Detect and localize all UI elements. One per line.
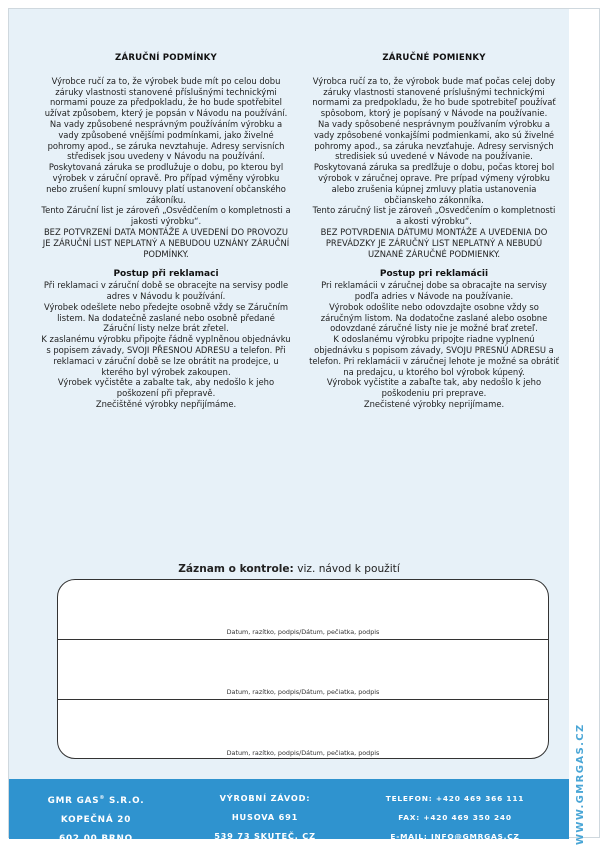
company-city: 602 00 BRNO — [59, 833, 133, 844]
email-address[interactable]: E-MAIL: INFO@GMRGAS.CZ — [390, 832, 520, 841]
czech-warranty-paragraph: Poskytovaná záruka se prodlužuje o dobu, po kterou byl výrobek v záruční opravě. Pro případ výměny výrobku nebo zrušení kupní smlouvy platí ustanovení občanského zákoníku. — [46, 162, 286, 205]
contact-info — [357, 789, 553, 846]
company-name-line: GMR GAS® S.R.O. — [47, 795, 145, 806]
company-footer — [9, 779, 569, 844]
czech-warranty-column — [41, 53, 291, 410]
czech-complaints-paragraph: Výrobek vyčistěte a zabalte tak, aby nedošlo k jeho poškození při přepravě. — [57, 377, 275, 399]
slovak-warranty-paragraph: Poskytovaná záruka sa predlžuje o dobu, počas ktorej bol výrobok v záručnej oprave. Pre prípad výmeny výrobku alebo zrušenia kúpnej zmluvy platia ustanovenia občianskeho zákonníka. — [313, 162, 555, 205]
website-url: WWW.GMRGAS.CZ — [575, 723, 586, 845]
czech-complaints-title: Postup při reklamaci — [113, 269, 219, 280]
slovak-complaints-paragraph: Pri reklamácii v záručnej dobe sa obracajte na servisy podľa adries v Návode na používanie. — [321, 280, 547, 301]
company-address — [33, 789, 159, 849]
warranty-content-panel — [9, 9, 569, 779]
czech-warranty-paragraph: Na vady způsobené nesprávným používáním výrobku a vady způsobené vnějšími podmínkami, jako živelné pohromy apod., se záruka nevztahuje. Adresy servisních středisek jsou uvedeny v Návodu na používání. — [47, 118, 285, 162]
inspection-record-row[interactable] — [58, 700, 548, 760]
website-url-strip — [567, 9, 599, 845]
slovak-complaints-title: Postup pri reklamácii — [379, 269, 489, 280]
company-street: KOPEČNÁ 20 — [60, 814, 132, 825]
czech-warranty-title: ZÁRUČNÍ PODMÍNKY — [115, 53, 217, 63]
plant-address — [181, 789, 349, 846]
czech-complaints-paragraph: Znečištěné výrobky nepřijímáme. — [95, 398, 237, 409]
czech-complaints-paragraph: Při reklamaci v záruční době se obracejte na servisy podle adres v Návodu k používání. — [43, 280, 289, 301]
inspection-record-row[interactable] — [58, 640, 548, 700]
slovak-complaints-paragraph: Výrobok odošlite nebo odovzdajte osobne vždy so záručným listom. Na dodatočne zaslané alebo osobne odovzdané záručné listy nie je možné brať zreteľ. — [320, 301, 548, 334]
slovak-warranty-column — [309, 53, 559, 410]
slovak-warranty-paragraph: BEZ POTVRDENIA DÁTUMU MONTÁŽE A UVEDENIA DO PREVÁDZKY JE ZÁRUČNÝ LIST NEPLATNÝ A NEBUDÚ UZNANÉ ZÁRUČNÉ PODMIENKY. — [320, 226, 548, 259]
czech-warranty-paragraph: Výrobce ručí za to, že výrobek bude mít po celou dobu záruky vlastnosti stanovené příslušnými technickými normami pouze za předpokladu, že ho bude spotřebitel užívat způsobem, který je popsán v Návodu na používání. — [44, 75, 288, 119]
inspection-record-label: Záznam o kontrole: — [178, 563, 294, 575]
inspection-signature-caption: Datum, razítko, podpis/Dátum, pečiatka, podpis — [226, 688, 380, 696]
inspection-signature-caption: Datum, razítko, podpis/Dátum, pečiatka, podpis — [226, 749, 380, 757]
company-name: GMR GAS — [47, 795, 100, 806]
slovak-warranty-paragraph: Na vady spôsobené nesprávnym používaním výrobku a vady zpôsobené vonkajšími podmienkami, ako sú živelné pohromy apod., sa záruka nevzťahuje. Adresy servisných stredisiek sú uvedené v Návode na používanie. — [313, 118, 555, 162]
warranty-sheet — [8, 8, 600, 845]
fax-number: FAX: +420 469 350 240 — [398, 813, 512, 822]
czech-complaints-paragraph: K zaslanému výrobku připojte řádně vyplněnou objednávku s popisem závady, SVOJI PŘESNOU ADRESU a telefon. Při reklamaci v záruční době se lze obrátit na prodejce, u kterého byl výrobek zakoupen. — [41, 334, 291, 377]
slovak-warranty-paragraph: Tento záručný list je zároveň „Osvedčením o kompletnosti a akosti výrobku“. — [312, 205, 556, 227]
inspection-record-row[interactable] — [58, 580, 548, 640]
plant-city: 539 73 SKUTEČ, CZ — [214, 831, 316, 841]
slovak-warranty-paragraph: Výrobca ručí za to, že výrobok bude mať počas celej doby záruky vlastnosti stanovené príslušnými technickými normami za predpokladu, že ho bude spotrebiteľ používať spôsobom, ktorý je popísaný v Návode na používanie. — [312, 75, 556, 119]
plant-label: VÝROBNÍ ZÁVOD: — [219, 793, 311, 803]
slovak-complaints-paragraph: Výrobok vyčistite a zabaľte tak, aby nedošlo k jeho poškodeniu pri preprave. — [326, 377, 542, 399]
slovak-warranty-title: ZÁRUČNÉ POMIENKY — [382, 53, 486, 63]
company-legal-form: S.R.O. — [109, 795, 145, 806]
inspection-record-title — [9, 563, 569, 575]
czech-warranty-paragraph: Tento Záruční list je zároveň „Osvědčením o kompletnosti a jakosti výrobku“. — [41, 205, 291, 227]
plant-street: HUSOVA 691 — [231, 812, 299, 822]
slovak-complaints-paragraph: K odoslanému výrobku pripojte riadne vyplnenú objednávku s popisom závady, SVOJU PRESNÚ ADRESU a telefon. Pri reklamácii v záručnej lehote je možné sa obrátiť na predajcu, u ktorého bol výrobok kúpený. — [309, 334, 559, 377]
czech-complaints-paragraph: Výrobek odešlete nebo předejte osobně vždy se Záručním listem. Na dodatečně zaslané nebo osobně předané Záruční listy nelze brát zřetel. — [43, 301, 289, 334]
inspection-signature-caption: Datum, razítko, podpis/Dátum, pečiatka, podpis — [226, 628, 380, 636]
inspection-record-box — [57, 579, 549, 759]
inspection-record-note: viz. návod k použití — [297, 563, 400, 575]
slovak-complaints-paragraph: Znečistené výrobky neprijímame. — [363, 398, 505, 409]
phone-number: TELEFON: +420 469 366 111 — [385, 794, 525, 803]
czech-warranty-paragraph: BEZ POTVRZENÍ DATA MONTÁŽE A UVEDENÍ DO PROVOZU JE ZÁRUČNÍ LIST NEPLATNÝ A NEBUDOU UZNÁNY ZÁRUČNÍ PODMÍNKY. — [42, 226, 290, 259]
